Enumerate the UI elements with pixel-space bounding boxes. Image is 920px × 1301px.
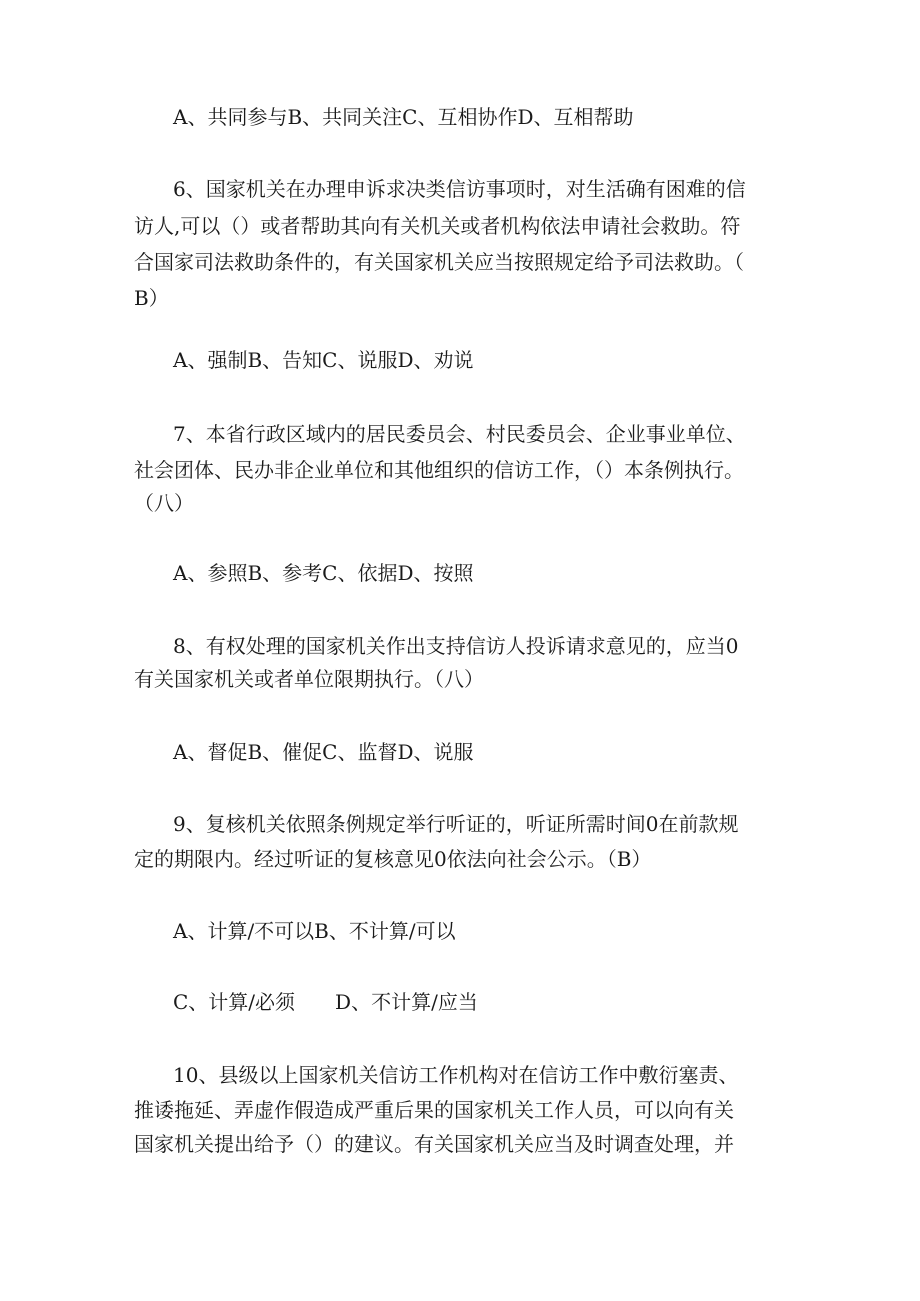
q8-line-2: 有关国家机关或者单位限期执行。（八） — [134, 667, 484, 691]
q9-options-row-2: C、计算/必须 D、不计算/应当 — [173, 990, 478, 1014]
q6-line-1: 6、国家机关在办理申诉求决类信访事项时，对生活确有困难的信 — [173, 177, 746, 201]
q8-line-1: 8、有权处理的国家机关作出支持信访人投诉请求意见的，应当0 — [173, 634, 739, 658]
q7-line-1: 7、本省行政区域内的居民委员会、村民委员会、企业事业单位、 — [173, 422, 746, 446]
q8-options: A、督促B、催促C、监督D、说服 — [173, 740, 474, 764]
q7-line-3: （八） — [134, 491, 194, 515]
q10-line-3: 国家机关提出给予（）的建议。有关国家机关应当及时调查处理，并 — [134, 1132, 734, 1156]
q6-line-3: 合国家司法救助条件的，有关国家机关应当按照规定给予司法救助。（ — [134, 250, 744, 274]
q10-line-2: 推诿拖延、弄虚作假造成严重后果的国家机关工作人员，可以向有关 — [134, 1098, 734, 1122]
q5-options: A、共同参与B、共同关注C、互相协作D、互相帮助 — [173, 105, 634, 129]
q9-line-2: 定的期限内。经过听证的复核意见0依法向社会公示。（B） — [134, 847, 652, 871]
q7-line-2: 社会团体、民办非企业单位和其他组织的信访工作，（）本条例执行。 — [134, 458, 744, 482]
q6-line-2: 访人,可以（）或者帮助其向有关机关或者机构依法申请社会救助。符 — [134, 214, 741, 238]
q9-options-row-1: A、计算/不可以B、不计算/可以 — [173, 919, 456, 943]
q6-options: A、强制B、告知C、说服D、劝说 — [173, 348, 474, 372]
q9-line-1: 9、复核机关依照条例规定举行听证的，听证所需时间0在前款规 — [173, 812, 739, 836]
q10-line-1: 10、县级以上国家机关信访工作机构对在信访工作中敷衍塞责、 — [173, 1063, 739, 1087]
q7-options: A、参照B、参考C、依据D、按照 — [173, 561, 474, 585]
q6-line-4: B） — [134, 286, 169, 310]
